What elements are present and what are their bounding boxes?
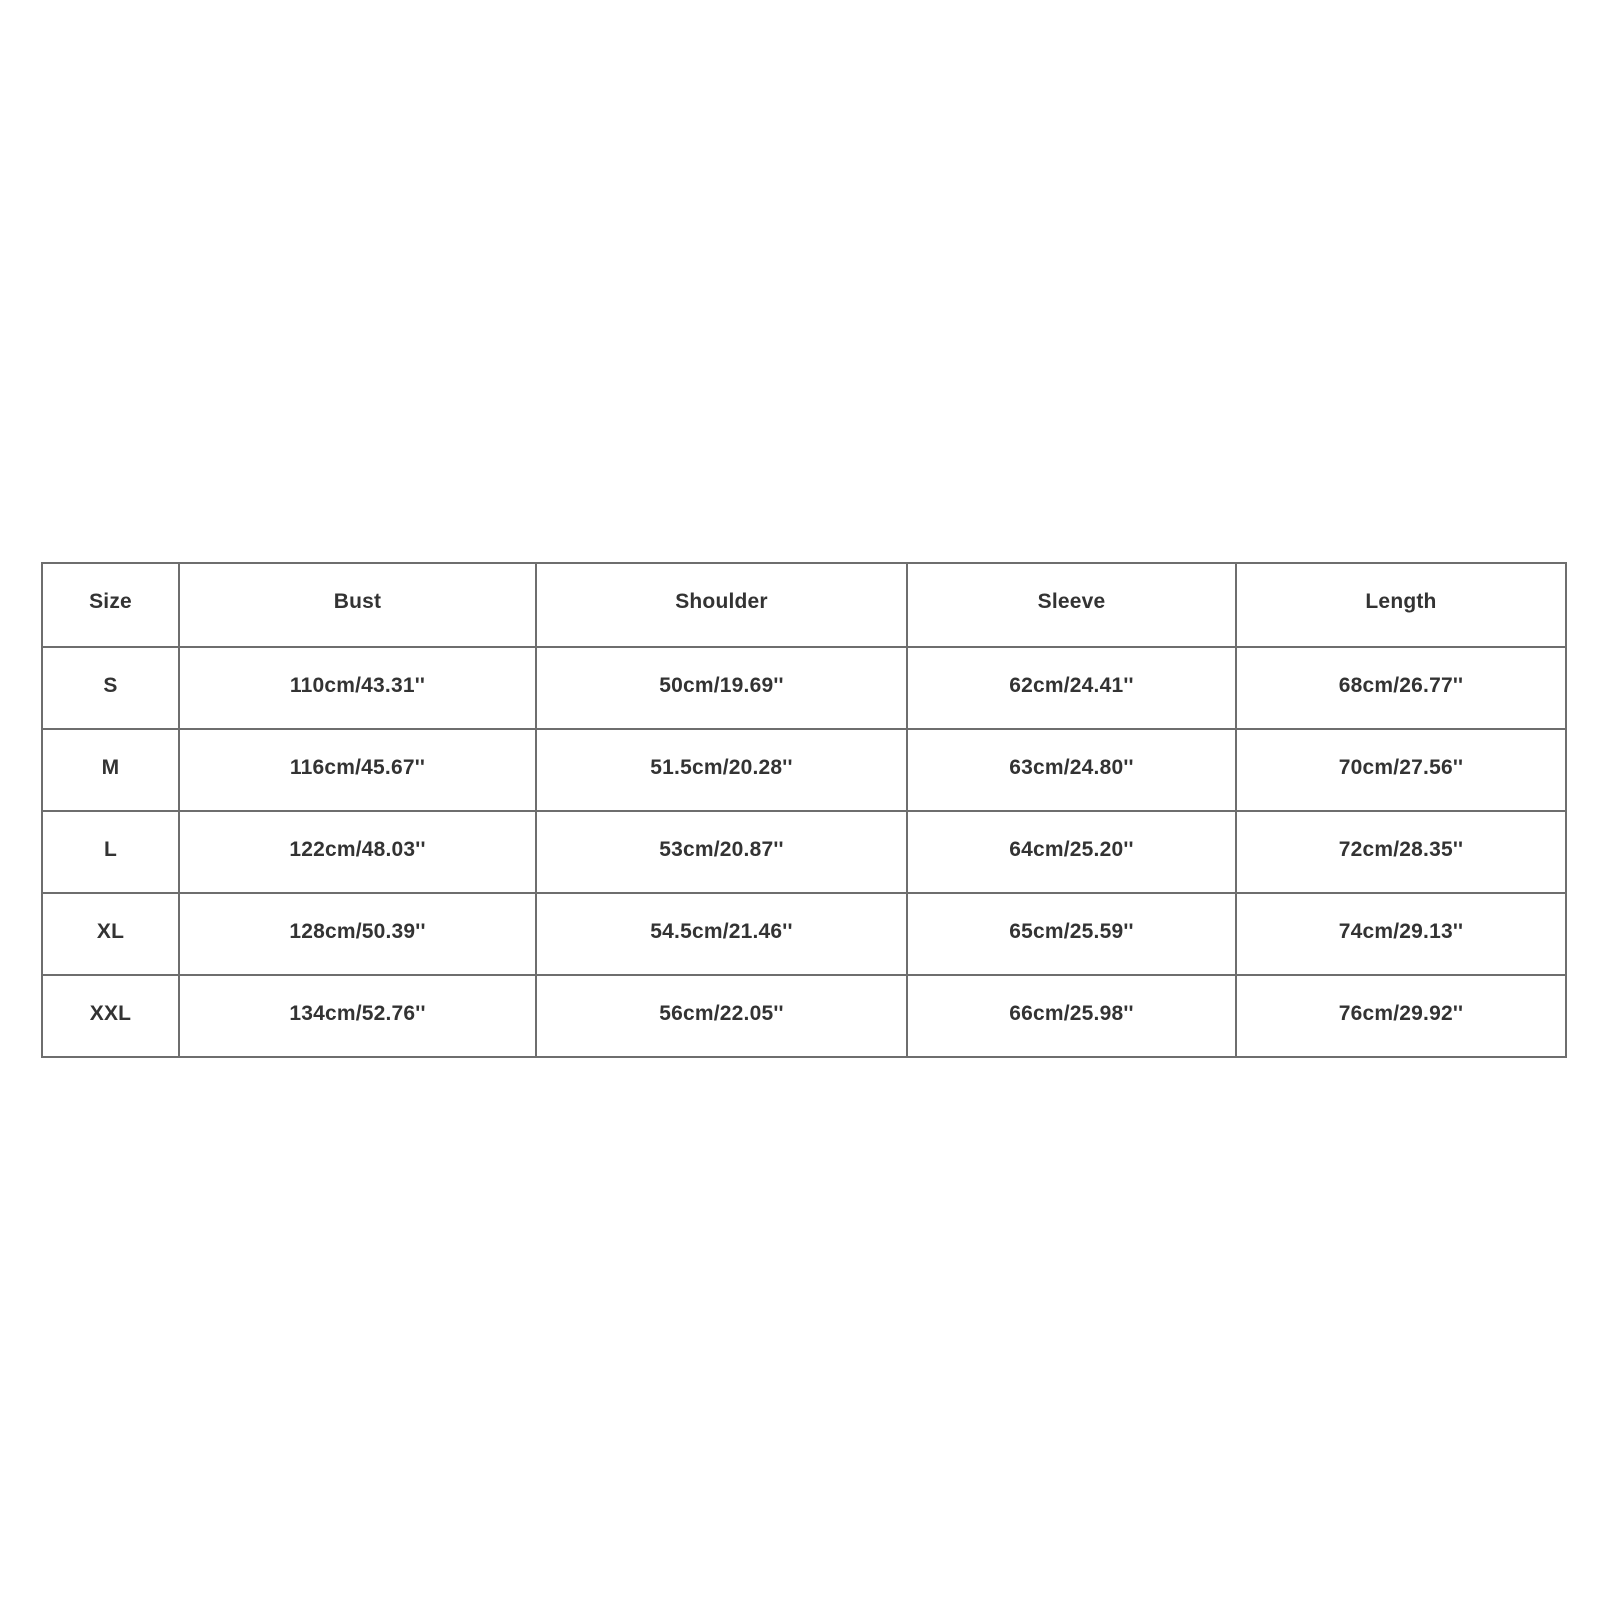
- cell-size: XXL: [42, 975, 179, 1057]
- table-row: [42, 647, 1566, 729]
- cell-size: L: [42, 811, 179, 893]
- cell-length: 76cm/29.92'': [1236, 975, 1566, 1057]
- cell-bust: 128cm/50.39'': [179, 893, 536, 975]
- cell-sleeve: 63cm/24.80'': [907, 729, 1236, 811]
- cell-length: 74cm/29.13'': [1236, 893, 1566, 975]
- cell-size: M: [42, 729, 179, 811]
- header-size: Size: [42, 563, 179, 647]
- cell-shoulder: 54.5cm/21.46'': [536, 893, 907, 975]
- header-sleeve: Sleeve: [907, 563, 1236, 647]
- cell-sleeve: 66cm/25.98'': [907, 975, 1236, 1057]
- cell-size: XL: [42, 893, 179, 975]
- header-length: Length: [1236, 563, 1566, 647]
- cell-sleeve: 62cm/24.41'': [907, 647, 1236, 729]
- cell-length: 72cm/28.35'': [1236, 811, 1566, 893]
- cell-bust: 110cm/43.31'': [179, 647, 536, 729]
- cell-bust: 134cm/52.76'': [179, 975, 536, 1057]
- cell-sleeve: 65cm/25.59'': [907, 893, 1236, 975]
- header-shoulder: Shoulder: [536, 563, 907, 647]
- cell-sleeve: 64cm/25.20'': [907, 811, 1236, 893]
- table-row: [42, 893, 1566, 975]
- cell-length: 68cm/26.77'': [1236, 647, 1566, 729]
- table-header-row: [42, 563, 1566, 647]
- cell-bust: 116cm/45.67'': [179, 729, 536, 811]
- cell-shoulder: 51.5cm/20.28'': [536, 729, 907, 811]
- cell-shoulder: 50cm/19.69'': [536, 647, 907, 729]
- cell-size: S: [42, 647, 179, 729]
- cell-shoulder: 53cm/20.87'': [536, 811, 907, 893]
- table-row: [42, 811, 1566, 893]
- header-bust: Bust: [179, 563, 536, 647]
- table-row: [42, 729, 1566, 811]
- cell-bust: 122cm/48.03'': [179, 811, 536, 893]
- table-row: [42, 975, 1566, 1057]
- size-chart-table: [41, 562, 1567, 1058]
- cell-length: 70cm/27.56'': [1236, 729, 1566, 811]
- cell-shoulder: 56cm/22.05'': [536, 975, 907, 1057]
